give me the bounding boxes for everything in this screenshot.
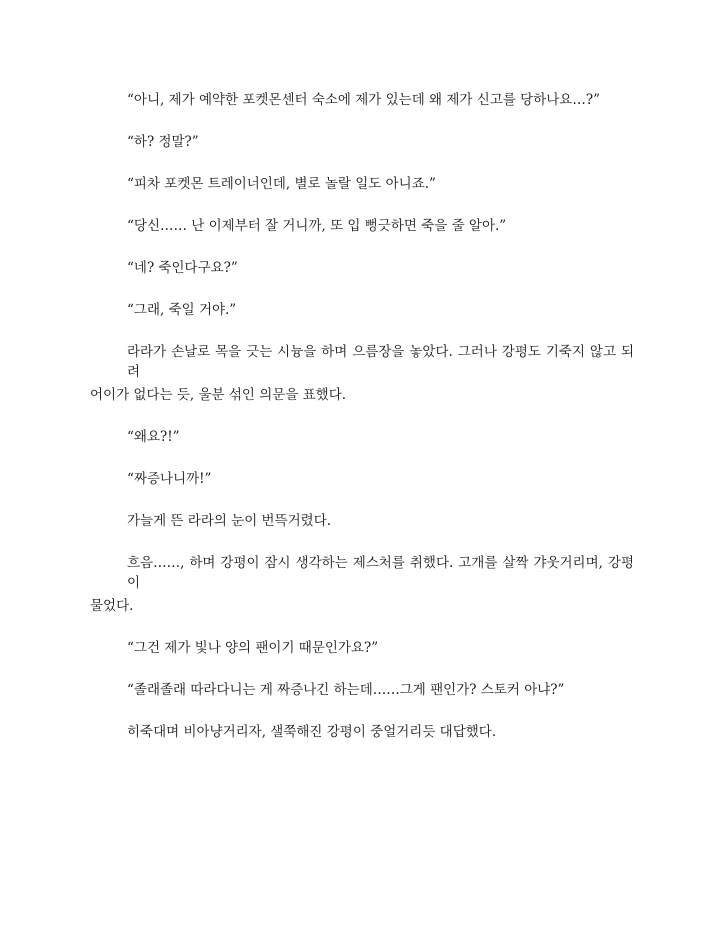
paragraph-14: 히죽대며 비아냥거리자, 샐쭉해진 강평이 중얼거리듯 대답했다. xyxy=(127,724,497,740)
paragraph-2: “하? 정말?” xyxy=(127,134,199,150)
paragraph-13: “졸래졸래 따라다니는 게 짜증나긴 하는데……그게 팬인가? 스토커 아냐?” xyxy=(127,682,565,698)
paragraph-9: “짜증나니까!” xyxy=(127,471,212,487)
paragraph-11-line-1: 흐음……, 하며 강평이 잠시 생각하는 제스처를 취했다. 고개를 살짝 갸웃거리며, 강평이 xyxy=(127,555,634,591)
paragraph-8: “왜요?!” xyxy=(127,429,180,445)
paragraph-4: “당신…… 난 이제부터 잘 거니까, 또 입 뻥긋하면 죽을 줄 알아.” xyxy=(127,218,507,234)
paragraph-1: “아니, 제가 예약한 포켓몬센터 숙소에 제가 있는데 왜 제가 신고를 당하나요…?” xyxy=(127,92,600,108)
paragraph-10: 가늘게 뜬 라라의 눈이 번뜩거렸다. xyxy=(127,513,332,529)
paragraph-11-line-2: 물었다. xyxy=(90,598,134,614)
paragraph-7-line-1: 라라가 손날로 목을 긋는 시늉을 하며 으름장을 놓았다. 그러나 강평도 기죽지 않고 되려 xyxy=(127,344,634,380)
paragraph-3: “피차 포켓몬 트레이너인데, 별로 놀랄 일도 아니죠.” xyxy=(127,176,436,192)
paragraph-6: “그래, 죽일 거야.” xyxy=(127,302,237,318)
paragraph-5: “네? 죽인다구요?” xyxy=(127,260,238,276)
paragraph-12: “그건 제가 빛나 양의 팬이기 때문인가요?” xyxy=(127,640,379,656)
paragraph-7-line-2: 어이가 없다는 듯, 울분 섞인 의문을 표했다. xyxy=(90,387,347,403)
